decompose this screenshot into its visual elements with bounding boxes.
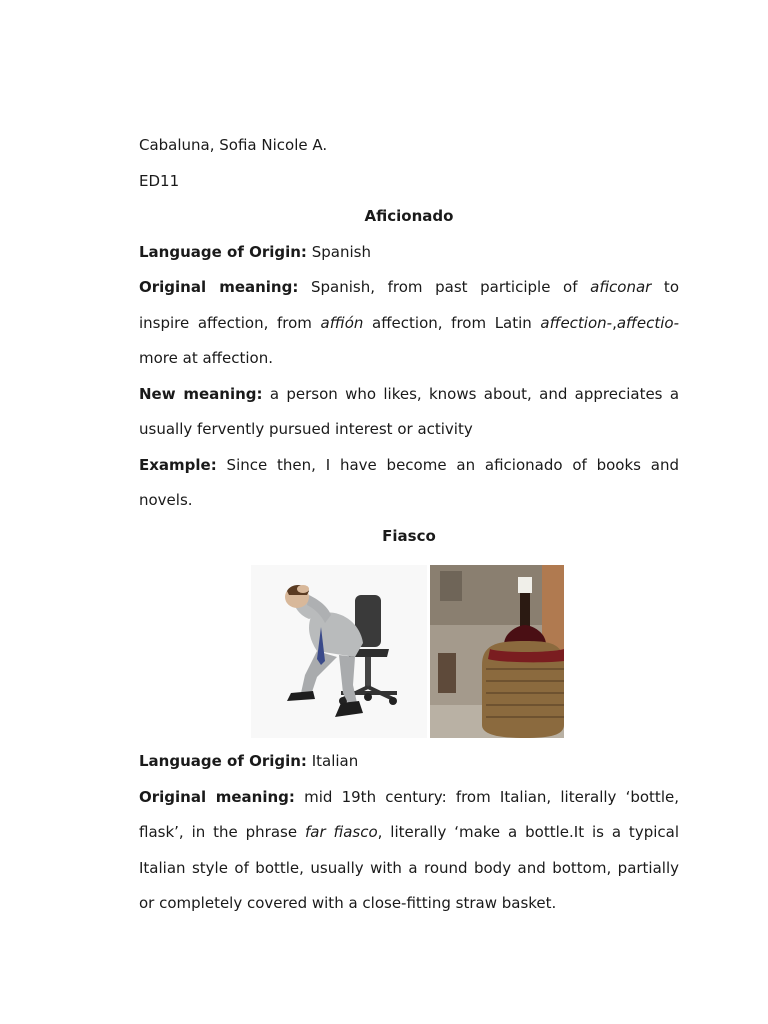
- new-meaning-line: [139, 377, 679, 413]
- original-meaning-line: [139, 306, 679, 342]
- word-heading-fiasco: Fiasco: [382, 526, 436, 545]
- original-meaning-text: [311, 278, 679, 296]
- origin-value: Spanish: [311, 242, 371, 261]
- course-code: ED11: [139, 171, 180, 190]
- original-meaning-label: Original meaning:: [139, 787, 295, 806]
- text-run: flask’, in the phrase: [139, 823, 305, 841]
- new-meaning-label: New meaning:: [139, 384, 263, 403]
- new-meaning-text: a person who likes, knows about, and appreciates a: [269, 384, 680, 403]
- illustrations: [139, 554, 679, 744]
- word-heading-aficionado: Aficionado: [364, 207, 454, 225]
- frustrated-man-image: [251, 565, 427, 738]
- text-run: ,: [612, 313, 617, 332]
- origin-label: Language of Origin:: [139, 752, 307, 770]
- example-line: novels.: [139, 491, 193, 509]
- text-run: inspire affection, from: [139, 313, 321, 332]
- text-run: or completely covered with a close-fitting straw basket.: [139, 894, 557, 912]
- original-meaning-label: Original meaning:: [139, 278, 299, 296]
- document-page: [139, 128, 679, 922]
- origin-label: Language of Origin:: [139, 242, 307, 261]
- text-run: mid 19th century: from Italian, literally ‘bottle,: [304, 787, 679, 806]
- example-label: Example:: [139, 455, 217, 474]
- origin-line-fiasco: [139, 744, 679, 780]
- text-run: , literally ‘make a bottle.It is a typical: [377, 823, 679, 841]
- original-meaning-text: [304, 788, 679, 806]
- text-run: Spanish, from past participle of: [310, 278, 591, 296]
- italic-term: affión: [320, 313, 364, 332]
- origin-value: Italian: [311, 752, 359, 770]
- example-text: Since then, I have become an aficionado of books and: [226, 455, 679, 474]
- original-meaning-line: [139, 341, 679, 377]
- text-run: more at affection.: [139, 349, 273, 367]
- original-meaning-line: [139, 815, 679, 851]
- original-meaning-line: [139, 851, 679, 887]
- example-line: [139, 448, 679, 484]
- italic-term: affectio-: [616, 313, 679, 332]
- original-meaning-line: [139, 886, 679, 922]
- author-name: Cabaluna, Sofia Nicole A.: [139, 136, 328, 154]
- text-run: Italian style of bottle, usually with a round body and bottom, partially: [139, 858, 679, 877]
- text-run: affection, from Latin: [363, 313, 541, 332]
- fiasco-bottle-image: [430, 565, 564, 738]
- original-meaning-line: [139, 780, 679, 816]
- original-meaning-line: [139, 270, 679, 306]
- text-run: to: [651, 278, 679, 296]
- origin-line-aficionado: [139, 235, 679, 271]
- italic-term: aficonar: [590, 278, 652, 296]
- new-meaning-line: usually fervently pursued interest or activity: [139, 420, 473, 438]
- italic-term: affection-: [540, 313, 613, 332]
- italic-term: far fiasco: [304, 823, 378, 841]
